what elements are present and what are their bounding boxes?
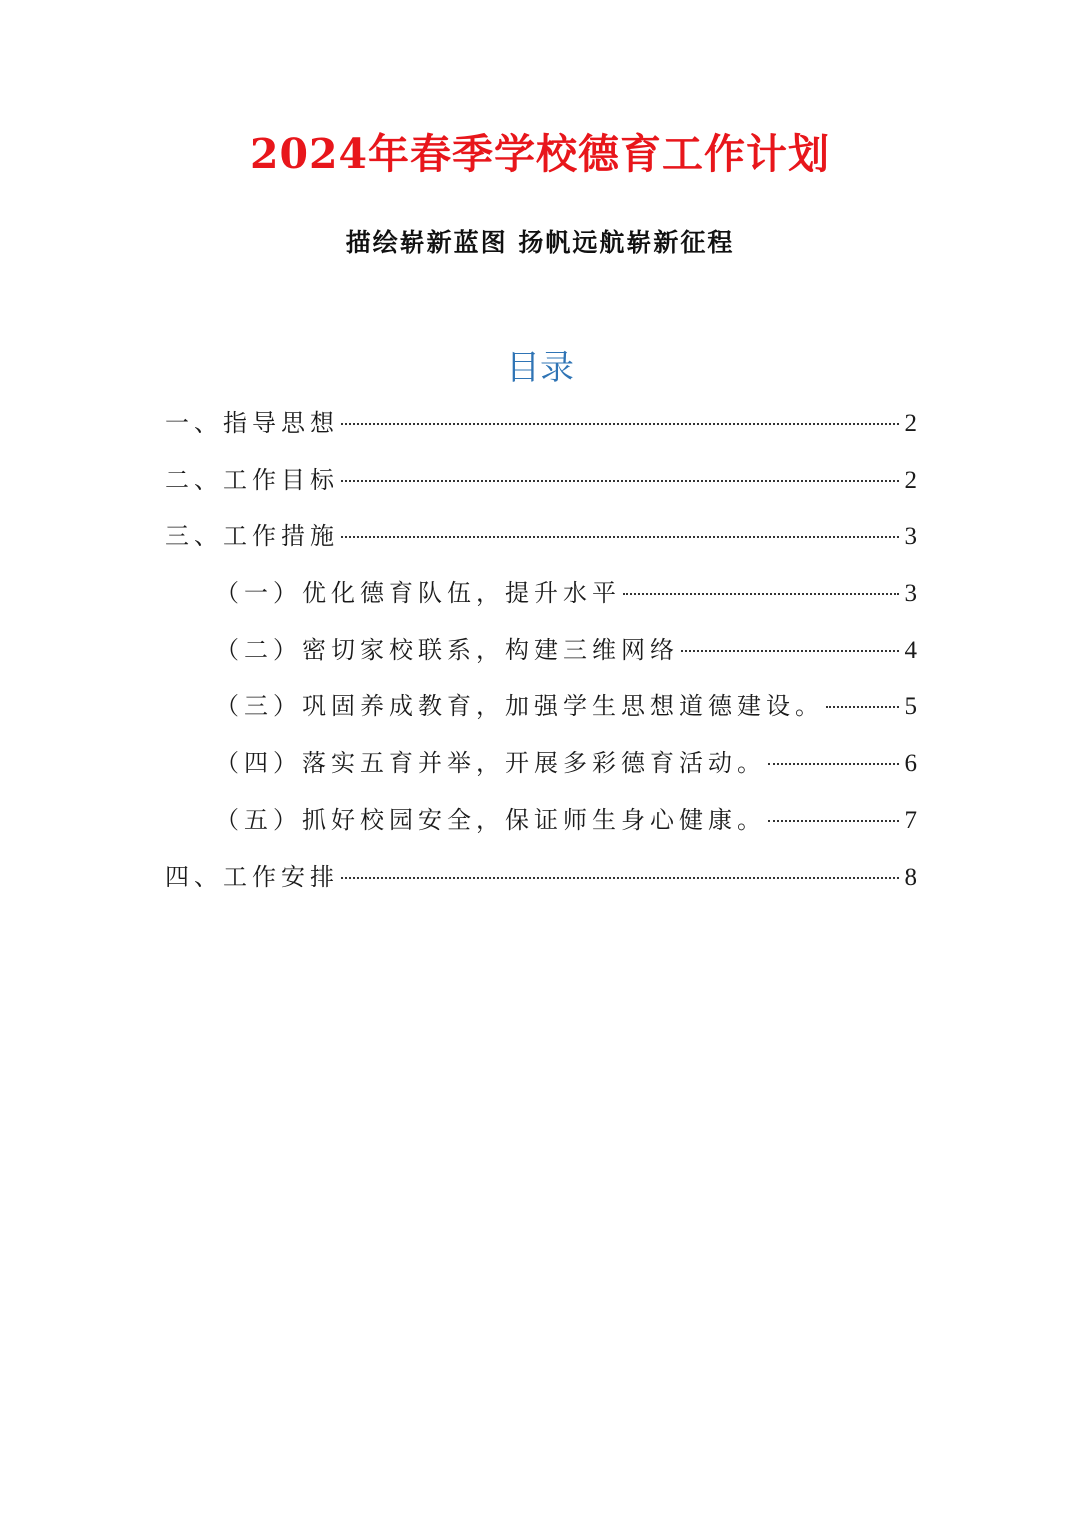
document-title: 2024年春季学校德育工作计划 — [249, 130, 831, 178]
toc-entry[interactable] — [165, 800, 917, 857]
toc-heading: 目录 — [506, 348, 574, 388]
toc-dot-leader — [341, 877, 899, 879]
toc-dot-leader — [341, 480, 899, 482]
toc-dot-leader — [826, 706, 899, 708]
toc-page-number: 4 — [904, 636, 917, 664]
toc-entry-text: 三、工作措施 — [165, 522, 339, 551]
toc-dot-leader — [341, 423, 899, 425]
toc-entry[interactable] — [165, 686, 917, 743]
toc-dot-leader — [681, 650, 899, 652]
toc-entry[interactable] — [165, 857, 917, 914]
toc-page-number: 7 — [904, 806, 917, 834]
toc-page-number: 5 — [904, 693, 917, 721]
table-of-contents — [165, 403, 917, 913]
toc-page-number: 2 — [904, 410, 917, 437]
toc-entry[interactable] — [165, 516, 917, 573]
toc-entry-text: 四、工作安排 — [165, 862, 339, 891]
toc-entry-text: （一）优化德育队伍，提升水平 — [215, 579, 621, 608]
toc-entry-text: （三）巩固养成教育，加强学生思想道德建设。 — [215, 692, 824, 721]
toc-entry[interactable] — [165, 743, 917, 800]
toc-entry-text: （五）抓好校园安全，保证师生身心健康。 — [215, 805, 766, 834]
toc-dot-leader — [623, 593, 899, 595]
toc-page-number: 2 — [904, 466, 917, 494]
document-subtitle: 描绘崭新蓝图 扬帆远航崭新征程 — [345, 228, 735, 257]
toc-entry-text: 二、工作目标 — [165, 465, 339, 494]
toc-entry[interactable] — [165, 573, 917, 630]
toc-entry[interactable] — [165, 460, 917, 517]
toc-page-number: 6 — [904, 750, 917, 778]
toc-page-number: 3 — [904, 523, 917, 551]
toc-dot-leader — [768, 763, 899, 765]
toc-dot-leader — [768, 820, 899, 822]
toc-page-number: 3 — [904, 580, 917, 608]
toc-entry-text: （四）落实五育并举，开展多彩德育活动。 — [215, 749, 766, 778]
toc-entry[interactable] — [165, 630, 917, 687]
toc-dot-leader — [341, 536, 899, 538]
toc-entry-text: （二）密切家校联系，构建三维网络 — [215, 635, 679, 664]
toc-entry[interactable] — [165, 403, 917, 460]
toc-entry-text: 一、指导思想 — [165, 409, 339, 437]
toc-page-number: 8 — [904, 863, 917, 891]
